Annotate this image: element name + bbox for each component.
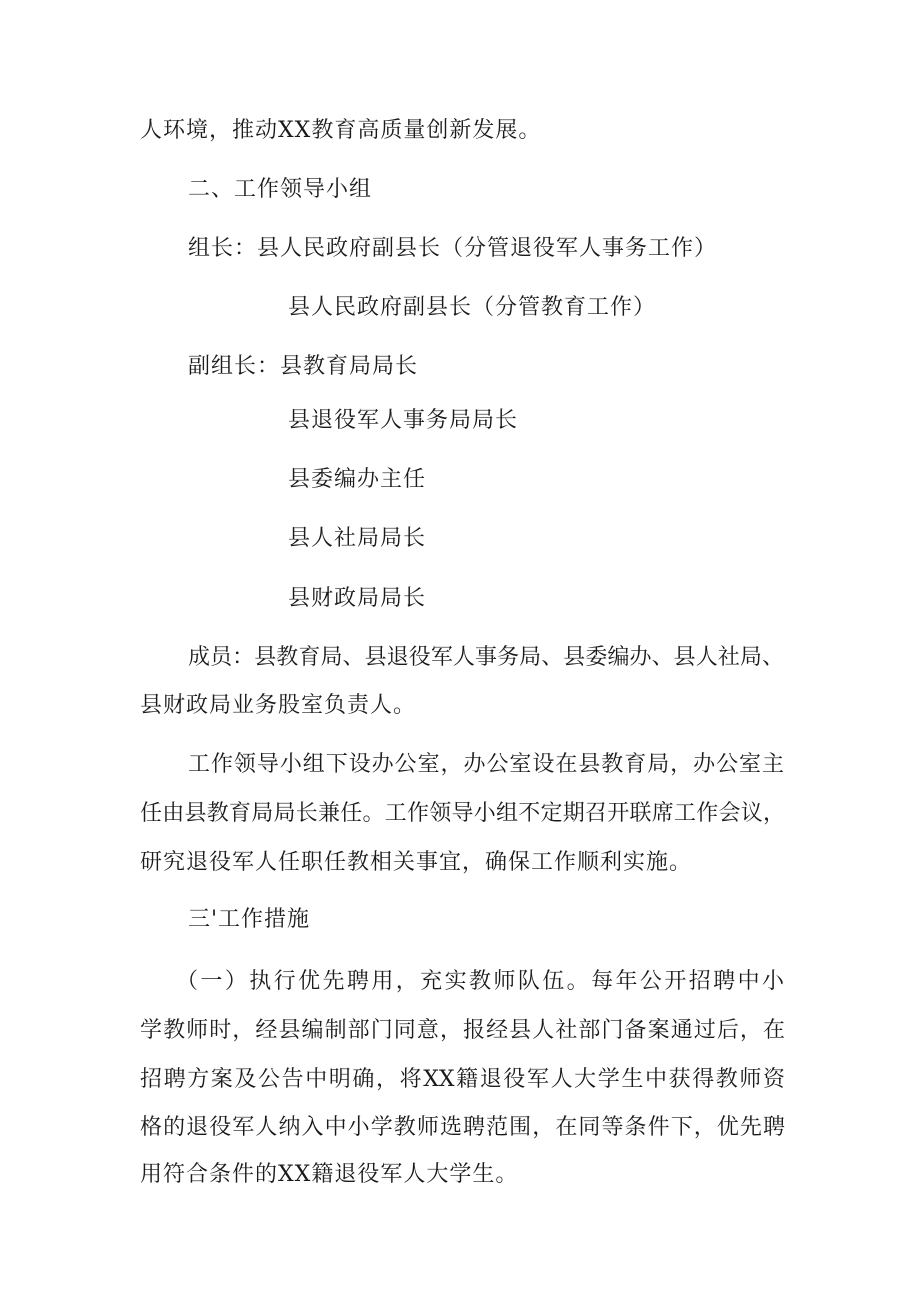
deputy-leader-line: 县退役军人事务局局长 bbox=[288, 408, 519, 433]
leader-line: 县人民政府副县长（分管教育工作） bbox=[288, 295, 657, 320]
deputy-leader-line: 县委编办主任 bbox=[288, 467, 427, 492]
paragraph-line: 人环境，推动XX教育高质量创新发展。 bbox=[140, 118, 542, 143]
deputy-leader-line: 县人社局局长 bbox=[288, 526, 427, 551]
members-line: 县财政局业务股室负责人。 bbox=[140, 693, 417, 718]
paragraph-line: 任由县教育局局长兼任。工作领导小组不定期召开联席工作会议， bbox=[140, 801, 785, 826]
deputy-leader-line: 副组长：县教育局局长 bbox=[188, 354, 419, 379]
paragraph-line: 研究退役军人任职任教相关事宜，确保工作顺利实施。 bbox=[140, 850, 693, 875]
deputy-leader-line: 县财政局局长 bbox=[288, 586, 427, 611]
paragraph-line: 用符合条件的XX籍退役军人大学生。 bbox=[140, 1162, 519, 1187]
leader-line: 组长：县人民政府副县长（分管退役军人事务工作） bbox=[188, 236, 718, 261]
members-line: 成员：县教育局、县退役军人事务局、县委编办、县人社局、 bbox=[188, 645, 784, 670]
paragraph-line: 招聘方案及公告中明确，将XX籍退役军人大学生中获得教师资 bbox=[140, 1067, 785, 1092]
paragraph-line: 格的退役军人纳入中小学教师选聘范围，在同等条件下，优先聘 bbox=[140, 1115, 785, 1140]
paragraph-line: 工作领导小组下设办公室，办公室设在县教育局，办公室主 bbox=[188, 752, 784, 777]
paragraph-line: （一）执行优先聘用，充实教师队伍。每年公开招聘中小 bbox=[176, 969, 784, 994]
section-heading: 二、工作领导小组 bbox=[188, 177, 373, 202]
paragraph-line: 学教师时，经县编制部门同意，报经县人社部门备案通过后，在 bbox=[140, 1018, 785, 1043]
section-heading: 三'工作措施 bbox=[188, 907, 311, 932]
